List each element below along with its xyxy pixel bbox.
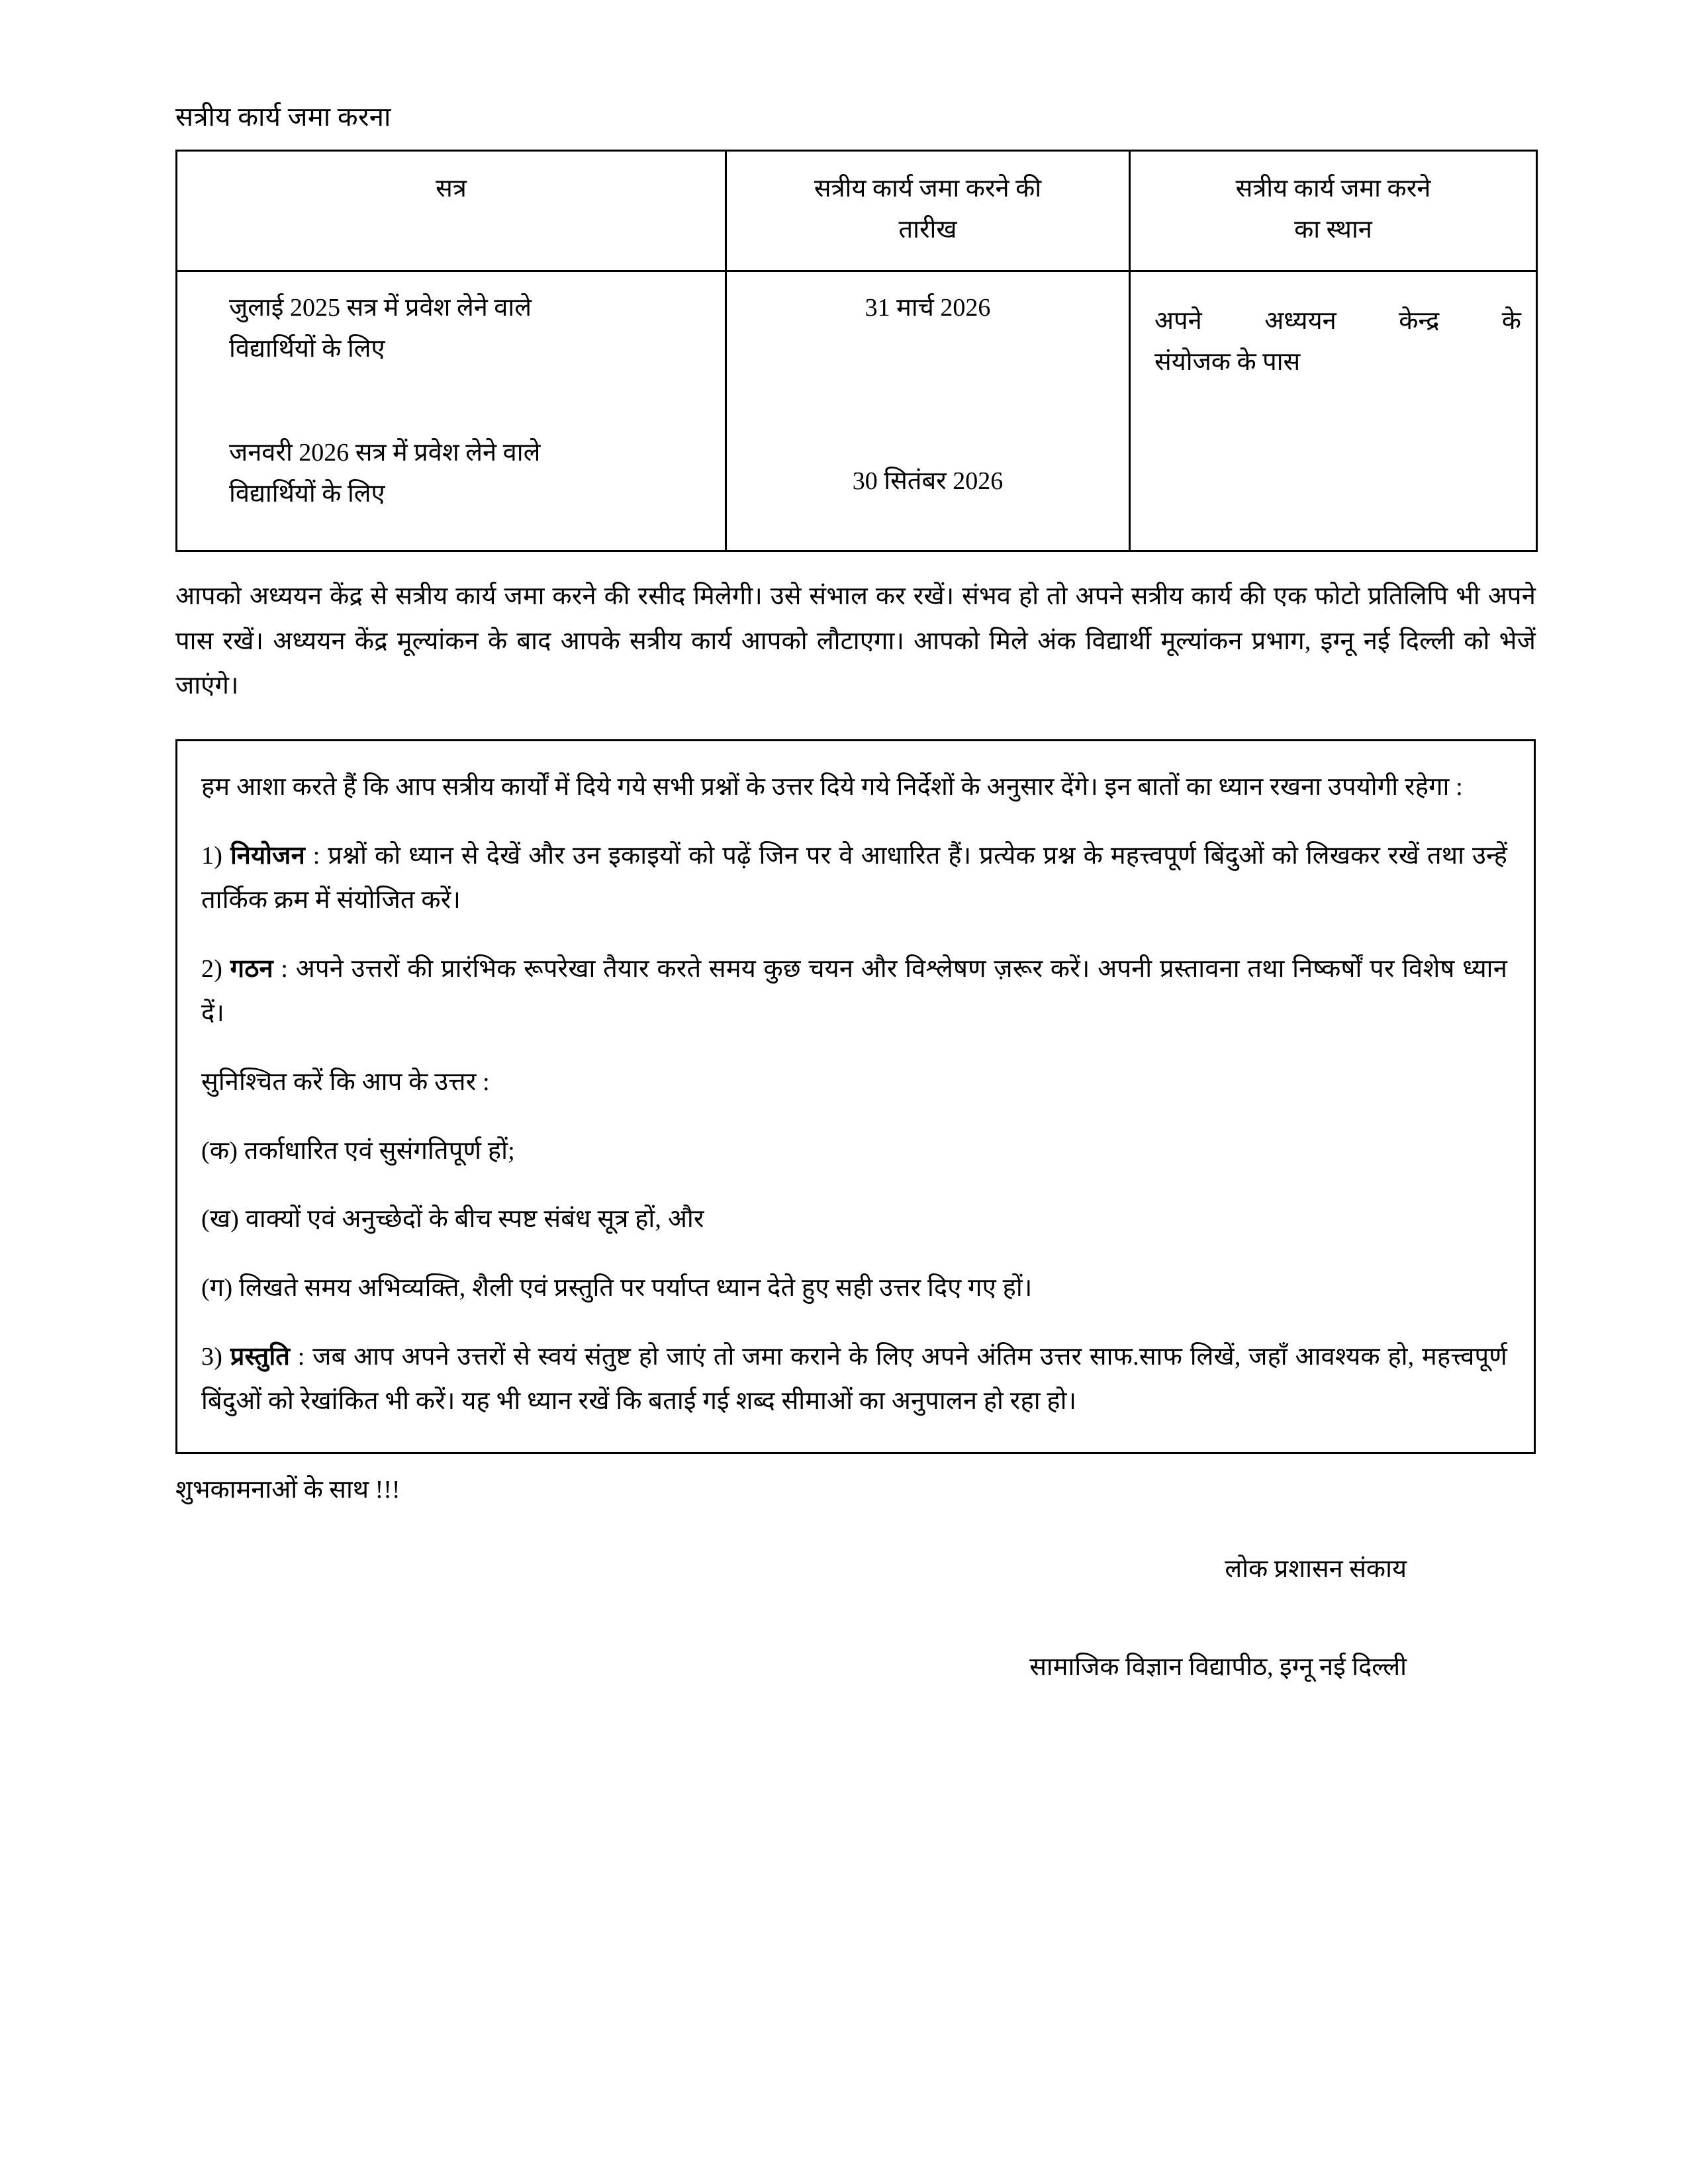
column-header-date-line1: सत्रीय कार्य जमा करने की bbox=[814, 175, 1042, 203]
page-title: सत्रीय कार्य जमा करना bbox=[175, 102, 391, 132]
submission-place-line2: संयोजक के पास bbox=[1154, 347, 1301, 376]
session-entry-july bbox=[197, 288, 705, 369]
submission-place-line1: अपने अध्ययन केन्द्र के bbox=[1154, 307, 1521, 336]
guidance-item-structure-text: : अपने उत्तरों की प्रारंभिक रूपरेखा तैयार करते समय कुछ चयन और विश्लेषण ज़रूर करें। अपनी प्रस्तावना तथा निष्कर्षों पर विशेष ध्यान दें। bbox=[201, 954, 1507, 1028]
column-header-date-label bbox=[727, 152, 1129, 270]
guidance-item-presentation bbox=[201, 1335, 1507, 1424]
receipt-instructions-paragraph: आपको अध्ययन केंद्र से सत्रीय कार्य जमा करने की रसीद मिलेगी। उसे संभाल कर रखें। संभव हो तो अपने सत्रीय कार्य की एक फोटो प्रतिलिपि भी अपने पास रखें। अध्ययन केंद्र मूल्यांकन के बाद आपके सत्रीय कार्य आपको लौटाएगा। आपको मिले अंक विद्यार्थी मूल्यांकन प्रभाग, इग्नू नई दिल्ली को भेजें जाएंगे। bbox=[175, 582, 1536, 700]
signature-faculty: लोक प्रशासन संकाय bbox=[1225, 1555, 1407, 1583]
column-header-place-line2: का स्थान bbox=[1294, 215, 1372, 244]
guidance-item-presentation-text: : जब आप अपने उत्तरों से स्वयं संतुष्ट हो जाएं तो जमा कराने के लिए अपने अंतिम उत्तर साफ.साफ लिखें, जहाँ आवश्यक हो, महत्त्वपूर्ण बिंदुओं को रेखांकित भी करें। यह भी ध्यान रखें कि बताई गई शब्द सीमाओं का अनुपालन हो रहा हो। bbox=[201, 1342, 1507, 1416]
session-cell-content bbox=[177, 272, 725, 534]
cell-submission-place bbox=[1130, 271, 1537, 551]
session-january-line2: विद्यार्थियों के लिए bbox=[229, 479, 385, 508]
guidance-item-structure bbox=[201, 947, 1507, 1036]
cell-submission-dates bbox=[726, 271, 1130, 551]
column-header-session-label: सत्र bbox=[436, 175, 467, 203]
guidance-ensure-line: सुनिश्चित करें कि आप के उत्तर : bbox=[201, 1068, 490, 1097]
table-row bbox=[177, 271, 1537, 551]
guidance-item-planning bbox=[201, 834, 1507, 923]
guidance-item-planning-text: : प्रश्नों को ध्यान से देखें और उन इकाइयों को पढ़ें जिन पर वे आधारित हैं। प्रत्येक प्रश्न के महत्त्वपूर्ण बिंदुओं को लिखकर रखें तथा उन्हें तार्किक क्रम में संयोजित करें। bbox=[201, 841, 1507, 915]
guidance-item-structure-number: 2) bbox=[201, 954, 230, 983]
submission-date-july: 31 मार्च 2026 bbox=[865, 294, 991, 322]
session-july-line2: विद्यार्थियों के लिए bbox=[229, 334, 385, 363]
cell-session-list bbox=[177, 271, 726, 551]
column-header-place-label bbox=[1131, 152, 1536, 270]
guidance-lead-text: हम आशा करते हैं कि आप सत्रीय कार्यों में दिये गये सभी प्रश्नों के उत्तर दिये गये निर्देशों के अनुसार देंगे। इन बातों का ध्यान रखना उपयोगी रहेगा : bbox=[201, 772, 1463, 801]
signature-school: सामाजिक विज्ञान विद्यापीठ, इग्नू नई दिल्ली bbox=[1029, 1653, 1407, 1682]
column-header-session bbox=[177, 151, 726, 271]
guidance-item-planning-number: 1) bbox=[201, 841, 230, 870]
table-header-row bbox=[177, 151, 1537, 271]
guidance-item-presentation-term: प्रस्तुति bbox=[230, 1342, 291, 1371]
place-cell-content bbox=[1131, 272, 1536, 402]
session-july-line1: जुलाई 2025 सत्र में प्रवेश लेने वाले bbox=[229, 294, 532, 322]
session-january-line1: जनवरी 2026 सत्र में प्रवेश लेने वाले bbox=[229, 439, 541, 467]
signature-block bbox=[175, 1545, 1536, 1692]
guidance-sub-item-c: (ग) लिखते समय अभिव्यक्ति, शैली एवं प्रस्तुति पर पर्याप्त ध्यान देते हुए सही उत्तर दिए गए हों। bbox=[201, 1273, 1033, 1302]
guidance-box bbox=[175, 739, 1536, 1454]
column-header-place-line1: सत्रीय कार्य जमा करने bbox=[1235, 175, 1431, 203]
column-header-date bbox=[726, 151, 1130, 271]
guidance-item-structure-term: गठन bbox=[230, 954, 273, 983]
date-cell-content bbox=[727, 272, 1129, 522]
column-header-date-line2: तारीख bbox=[898, 215, 957, 244]
assignment-submission-table bbox=[175, 150, 1538, 552]
guidance-item-planning-term: नियोजन bbox=[230, 841, 305, 870]
closing-wishes: शुभकामनाओं के साथ !!! bbox=[175, 1475, 400, 1504]
submission-date-january: 30 सितंबर 2026 bbox=[852, 467, 1004, 495]
session-entry-january bbox=[197, 433, 705, 514]
guidance-item-presentation-number: 3) bbox=[201, 1342, 230, 1371]
guidance-sub-item-a: (क) तर्काधारित एवं सुसंगतिपूर्ण हों; bbox=[201, 1136, 515, 1165]
guidance-sub-item-b: (ख) वाक्यों एवं अनुच्छेदों के बीच स्पष्ट संबंध सूत्र हों, और bbox=[201, 1205, 704, 1234]
column-header-place bbox=[1130, 151, 1537, 271]
